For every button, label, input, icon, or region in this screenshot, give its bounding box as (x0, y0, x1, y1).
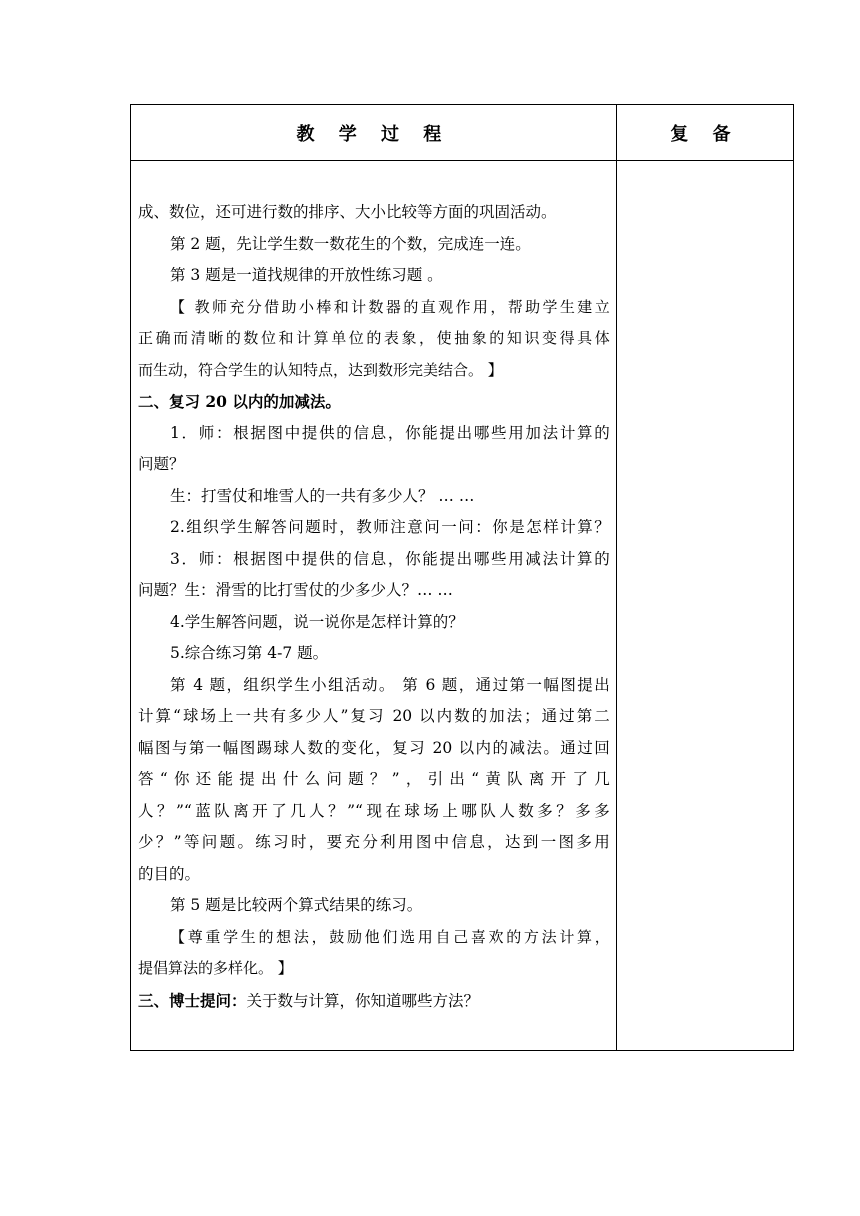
note-line: 提倡算法的多样化。 】 (138, 959, 293, 977)
text-line: 幅图与第一幅图踢球人数的变化，复习 20 以内的减法。通过回 (138, 738, 610, 757)
text-line: 的目的。 (138, 864, 201, 883)
text-line: 4.学生解答问题，说一说你是怎样计算的？ (170, 612, 464, 631)
text-line: 第 5 题是比较两个算式结果的练习。 (170, 896, 423, 914)
note-line: 而生动，符合学生的认知特点，达到数形完美结合。 】 (138, 360, 503, 379)
text-line: 第 3 题是一道找规律的开放性练习题 。 (170, 266, 443, 284)
text-line: 2.组织学生解答问题时，教师注意问一问：你是怎样计算？ (170, 518, 610, 536)
text-line: 少？”等问题。练习时，要充分利用图中信息，达到一图多用 (138, 833, 610, 851)
note-line: 【 教师充分借助小棒和计数器的直观作用，帮助学生建立 (170, 297, 610, 316)
text-line: 计算“球场上一共有多少人”复习 20 以内数的加法；通过第二 (138, 707, 610, 725)
lesson-table (130, 104, 794, 1051)
prep-header: 复 备 (616, 105, 793, 161)
note-line: 【尊重学生的想法，鼓励他们选用自己喜欢的方法计算， (170, 927, 610, 946)
section-heading: 二、复习 20 以内的加减法。 (138, 392, 341, 411)
body-row (131, 161, 794, 1051)
section-line (138, 985, 610, 1017)
text-line: 1．师：根据图中提供的信息，你能提出哪些用加法计算的 (170, 423, 610, 442)
text-line: 成、数位，还可进行数的排序、大小比较等方面的巩固活动。 (138, 203, 557, 221)
section-text: 关于数与计算，你知道哪些方法？ (246, 991, 480, 1010)
text-line: 5.综合练习第 4-7 题。 (170, 644, 329, 662)
header-row (131, 105, 794, 161)
text-line: 人？”“蓝队离开了几人？”“现在球场上哪队人数多？多多 (138, 801, 610, 820)
process-content (131, 161, 617, 1051)
text-line: 第 4 题，组织学生小组活动。 第 6 题，通过第一幅图提出 (170, 675, 610, 694)
text-line: 答“你还能提出什么问题？”，引出“黄队离开了几 (138, 770, 610, 788)
note-line: 正确而清晰的数位和计算单位的表象，使抽象的知识变得具体 (138, 329, 610, 347)
section-heading: 三、博士提问： (138, 990, 247, 1010)
process-header: 教 学 过 程 (131, 105, 617, 161)
text-line: 第 2 题，先让学生数一数花生的个数，完成连一连。 (170, 234, 531, 253)
text-line: 问题？生：滑雪的比打雪仗的少多少人？… … (138, 581, 453, 599)
prep-content (616, 161, 793, 1051)
text-line: 3．师：根据图中提供的信息，你能提出哪些用减法计算的 (170, 549, 610, 568)
text-line: 生：打雪仗和堆雪人的一共有多少人？ … … (170, 486, 475, 505)
text-line: 问题？ (138, 455, 185, 473)
